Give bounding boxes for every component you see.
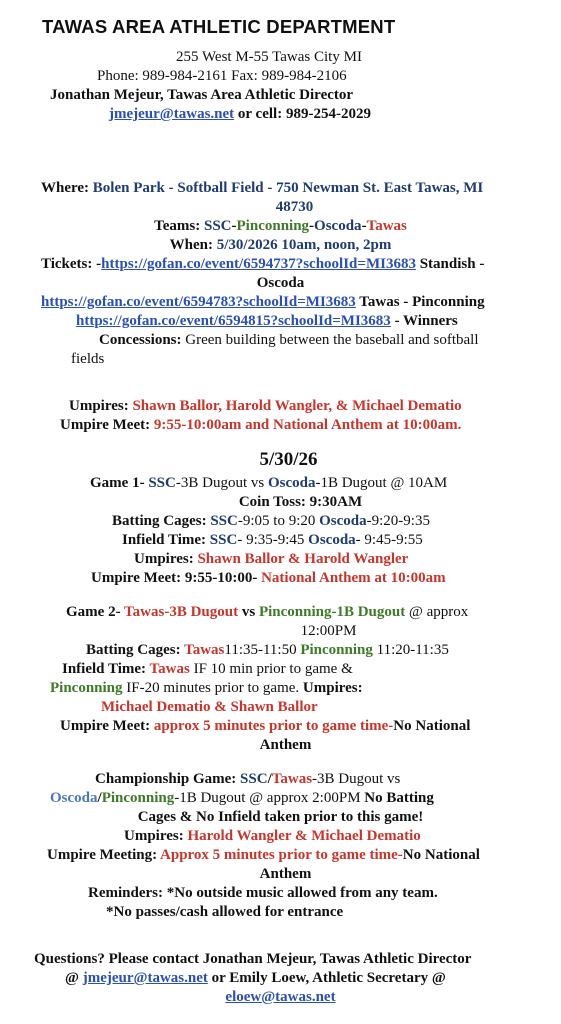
questions-line: Questions? Please contact Jonathan Mejeur, Tawas Athletic Director xyxy=(34,951,472,967)
game2-time: 12:00PM xyxy=(300,623,357,639)
game1-umpire-meet: Umpire Meet: 9:55-10:00- National Anthem at 10:00am xyxy=(91,570,446,586)
tickets-line-1: Tickets: -https://gofan.co/event/6594737?schoolId=MI3683 Standish - xyxy=(41,256,485,272)
game2-batting-cages: Batting Cages: Tawas11:35-11:50 Pinconning 11:20-11:35 xyxy=(86,642,449,658)
game2-infield-time: Infield Time: Tawas IF 10 min prior to game & xyxy=(62,661,353,677)
reminders-line-1: Reminders: *No outside music allowed from any team. xyxy=(88,885,438,901)
game2-line: Game 2- Tawas-3B Dugout vs Pinconning-1B Dugout @ approx xyxy=(66,604,469,620)
date-heading: 5/30/26 xyxy=(259,449,318,470)
phone-fax: Phone: 989-984-2161 Fax: 989-984-2106 xyxy=(97,68,347,84)
where-line: Where: Bolen Park - Softball Field - 750 Newman St. East Tawas, MI xyxy=(41,180,484,196)
championship-no-infield: Cages & No Infield taken prior to this game! xyxy=(137,809,424,825)
championship-dugout: Oscoda/Pinconning-1B Dugout @ approx 2:00PM No Batting xyxy=(50,790,434,806)
questions-contacts: @ jmejeur@tawas.net or Emily Loew, Athletic Secretary @ xyxy=(65,970,446,986)
game1-infield-time: Infield Time: SSC- 9:35-9:45 Oscoda- 9:45-9:55 xyxy=(122,532,423,548)
where-zip: 48730 xyxy=(275,199,314,215)
game1-batting-cages: Batting Cages: SSC-9:05 to 9:20 Oscoda-9:20-9:35 xyxy=(112,513,430,529)
game1-coin-toss: Coin Toss: 9:30AM xyxy=(238,494,363,510)
game2-infield-pinconning: Pinconning IF-20 minutes prior to game. Umpires: xyxy=(50,680,363,696)
ticket-link-3[interactable]: https://gofan.co/event/6594815?schoolId=MI3683 xyxy=(76,313,391,329)
tickets-line-1b: Oscoda xyxy=(256,275,305,291)
tickets-line-2: https://gofan.co/event/6594783?schoolId=MI3683 Tawas - Pinconning xyxy=(41,294,485,310)
director-contact: jmejeur@tawas.net or cell: 989-254-2029 xyxy=(109,106,371,122)
director-line: Jonathan Mejeur, Tawas Area Athletic Director xyxy=(50,87,354,103)
ticket-link-1[interactable]: https://gofan.co/event/6594737?schoolId=MI3683 xyxy=(101,256,416,272)
secretary-email-link[interactable]: eloew@tawas.net xyxy=(225,989,336,1005)
teams-line: Teams: SSC-Pinconning-Oscoda-Tawas xyxy=(154,218,407,234)
umpire-meet-line: Umpire Meet: 9:55-10:00am and National Anthem at 10:00am. xyxy=(60,417,462,433)
umpires-line: Umpires: Shawn Ballor, Harold Wangler, & Michael Dematio xyxy=(69,398,462,414)
game1-line: Game 1- SSC-3B Dugout vs Oscoda-1B Dugout @ 10AM xyxy=(90,475,448,491)
game2-umpires: Michael Dematio & Shawn Ballor xyxy=(101,699,318,715)
ticket-link-2[interactable]: https://gofan.co/event/6594783?schoolId=MI3683 xyxy=(41,294,356,310)
game2-anthem: Anthem xyxy=(259,737,312,753)
address: 255 West M-55 Tawas City MI xyxy=(176,49,362,65)
when-line: When: 5/30/2026 10am, noon, 2pm xyxy=(169,237,392,253)
game2-umpire-meet: Umpire Meet: approx 5 minutes prior to game time-No National xyxy=(60,718,471,734)
concessions-line: Concessions: Green building between the baseball and softball xyxy=(99,332,479,348)
game1-umpires: Umpires: Shawn Ballor & Harold Wangler xyxy=(134,551,409,567)
championship-umpire-meeting: Umpire Meeting: Approx 5 minutes prior to game time-No National xyxy=(47,847,480,863)
secretary-email-line xyxy=(0,988,561,1006)
championship-umpires: Umpires: Harold Wangler & Michael Dematio xyxy=(124,828,421,844)
director-email-link-footer[interactable]: jmejeur@tawas.net xyxy=(82,970,208,986)
department-title: TAWAS AREA ATHLETIC DEPARTMENT xyxy=(42,16,396,37)
championship-line: Championship Game: SSC/Tawas-3B Dugout vs xyxy=(95,771,401,787)
reminders-line-2: *No passes/cash allowed for entrance xyxy=(106,904,344,920)
tickets-line-3: https://gofan.co/event/6594815?schoolId=MI3683 - Winners xyxy=(76,313,458,329)
director-email-link[interactable]: jmejeur@tawas.net xyxy=(109,106,235,122)
championship-anthem: Anthem xyxy=(259,866,312,882)
concessions-line-2: fields xyxy=(71,351,105,367)
